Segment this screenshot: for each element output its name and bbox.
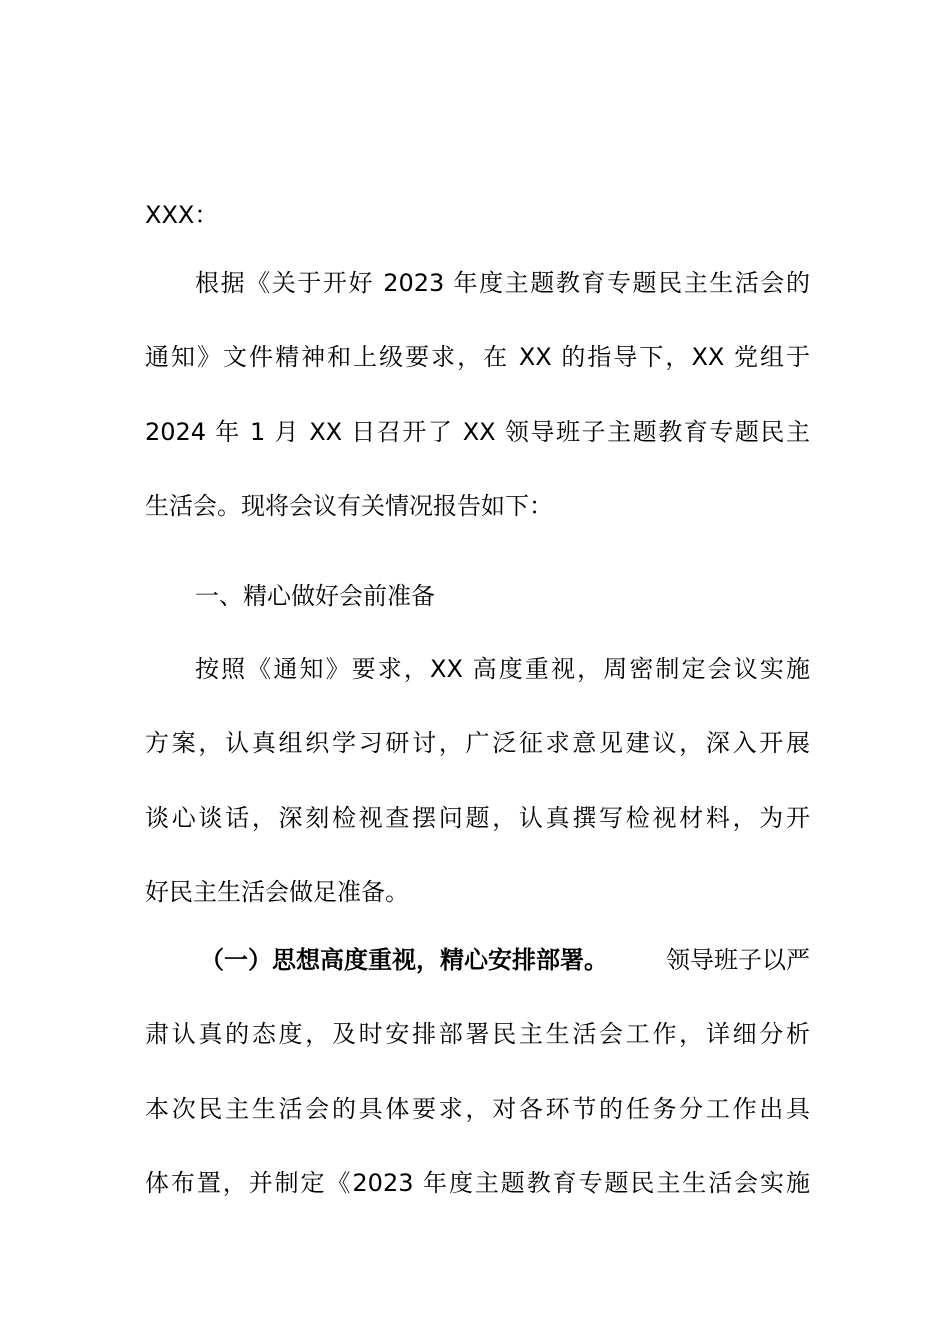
subsection-paragraph-first-line (200, 944, 810, 976)
paragraph-line: 本次民主生活会的具体要求，对各环节的任务分工作出具 (145, 1095, 810, 1123)
paragraph-line: 体布置，并制定《2023 年度主题教育专题民主生活会实施 (145, 1169, 810, 1197)
paragraph-text: 领导班子以严 (666, 946, 810, 974)
subsection-heading: （一）思想高度重视，精心安排部署。 (200, 946, 608, 974)
paragraph-line: 按照《通知》要求，XX 高度重视，周密制定会议实施 (195, 655, 810, 683)
section-heading: 一、精心做好会前准备 (195, 582, 435, 610)
salutation: XXX： (145, 201, 219, 229)
paragraph-line: 2024 年 1 月 XX 日召开了 XX 领导班子主题教育专题民主 (145, 418, 810, 446)
paragraph-line: 谈心谈话，深刻检视查摆问题，认真撰写检视材料，为开 (145, 804, 810, 832)
paragraph-line: 好民主生活会做足准备。 (145, 878, 409, 906)
paragraph-line: 肃认真的态度，及时安排部署民主生活会工作，详细分析 (145, 1020, 810, 1048)
paragraph-line: 通知》文件精神和上级要求，在 XX 的指导下，XX 党组于 (145, 343, 810, 371)
paragraph-line: 方案，认真组织学习研讨，广泛征求意见建议，深入开展 (145, 729, 810, 757)
paragraph-line: 生活会。现将会议有关情况报告如下： (145, 492, 553, 520)
paragraph-line: 根据《关于开好 2023 年度主题教育专题民主生活会的 (195, 269, 810, 297)
